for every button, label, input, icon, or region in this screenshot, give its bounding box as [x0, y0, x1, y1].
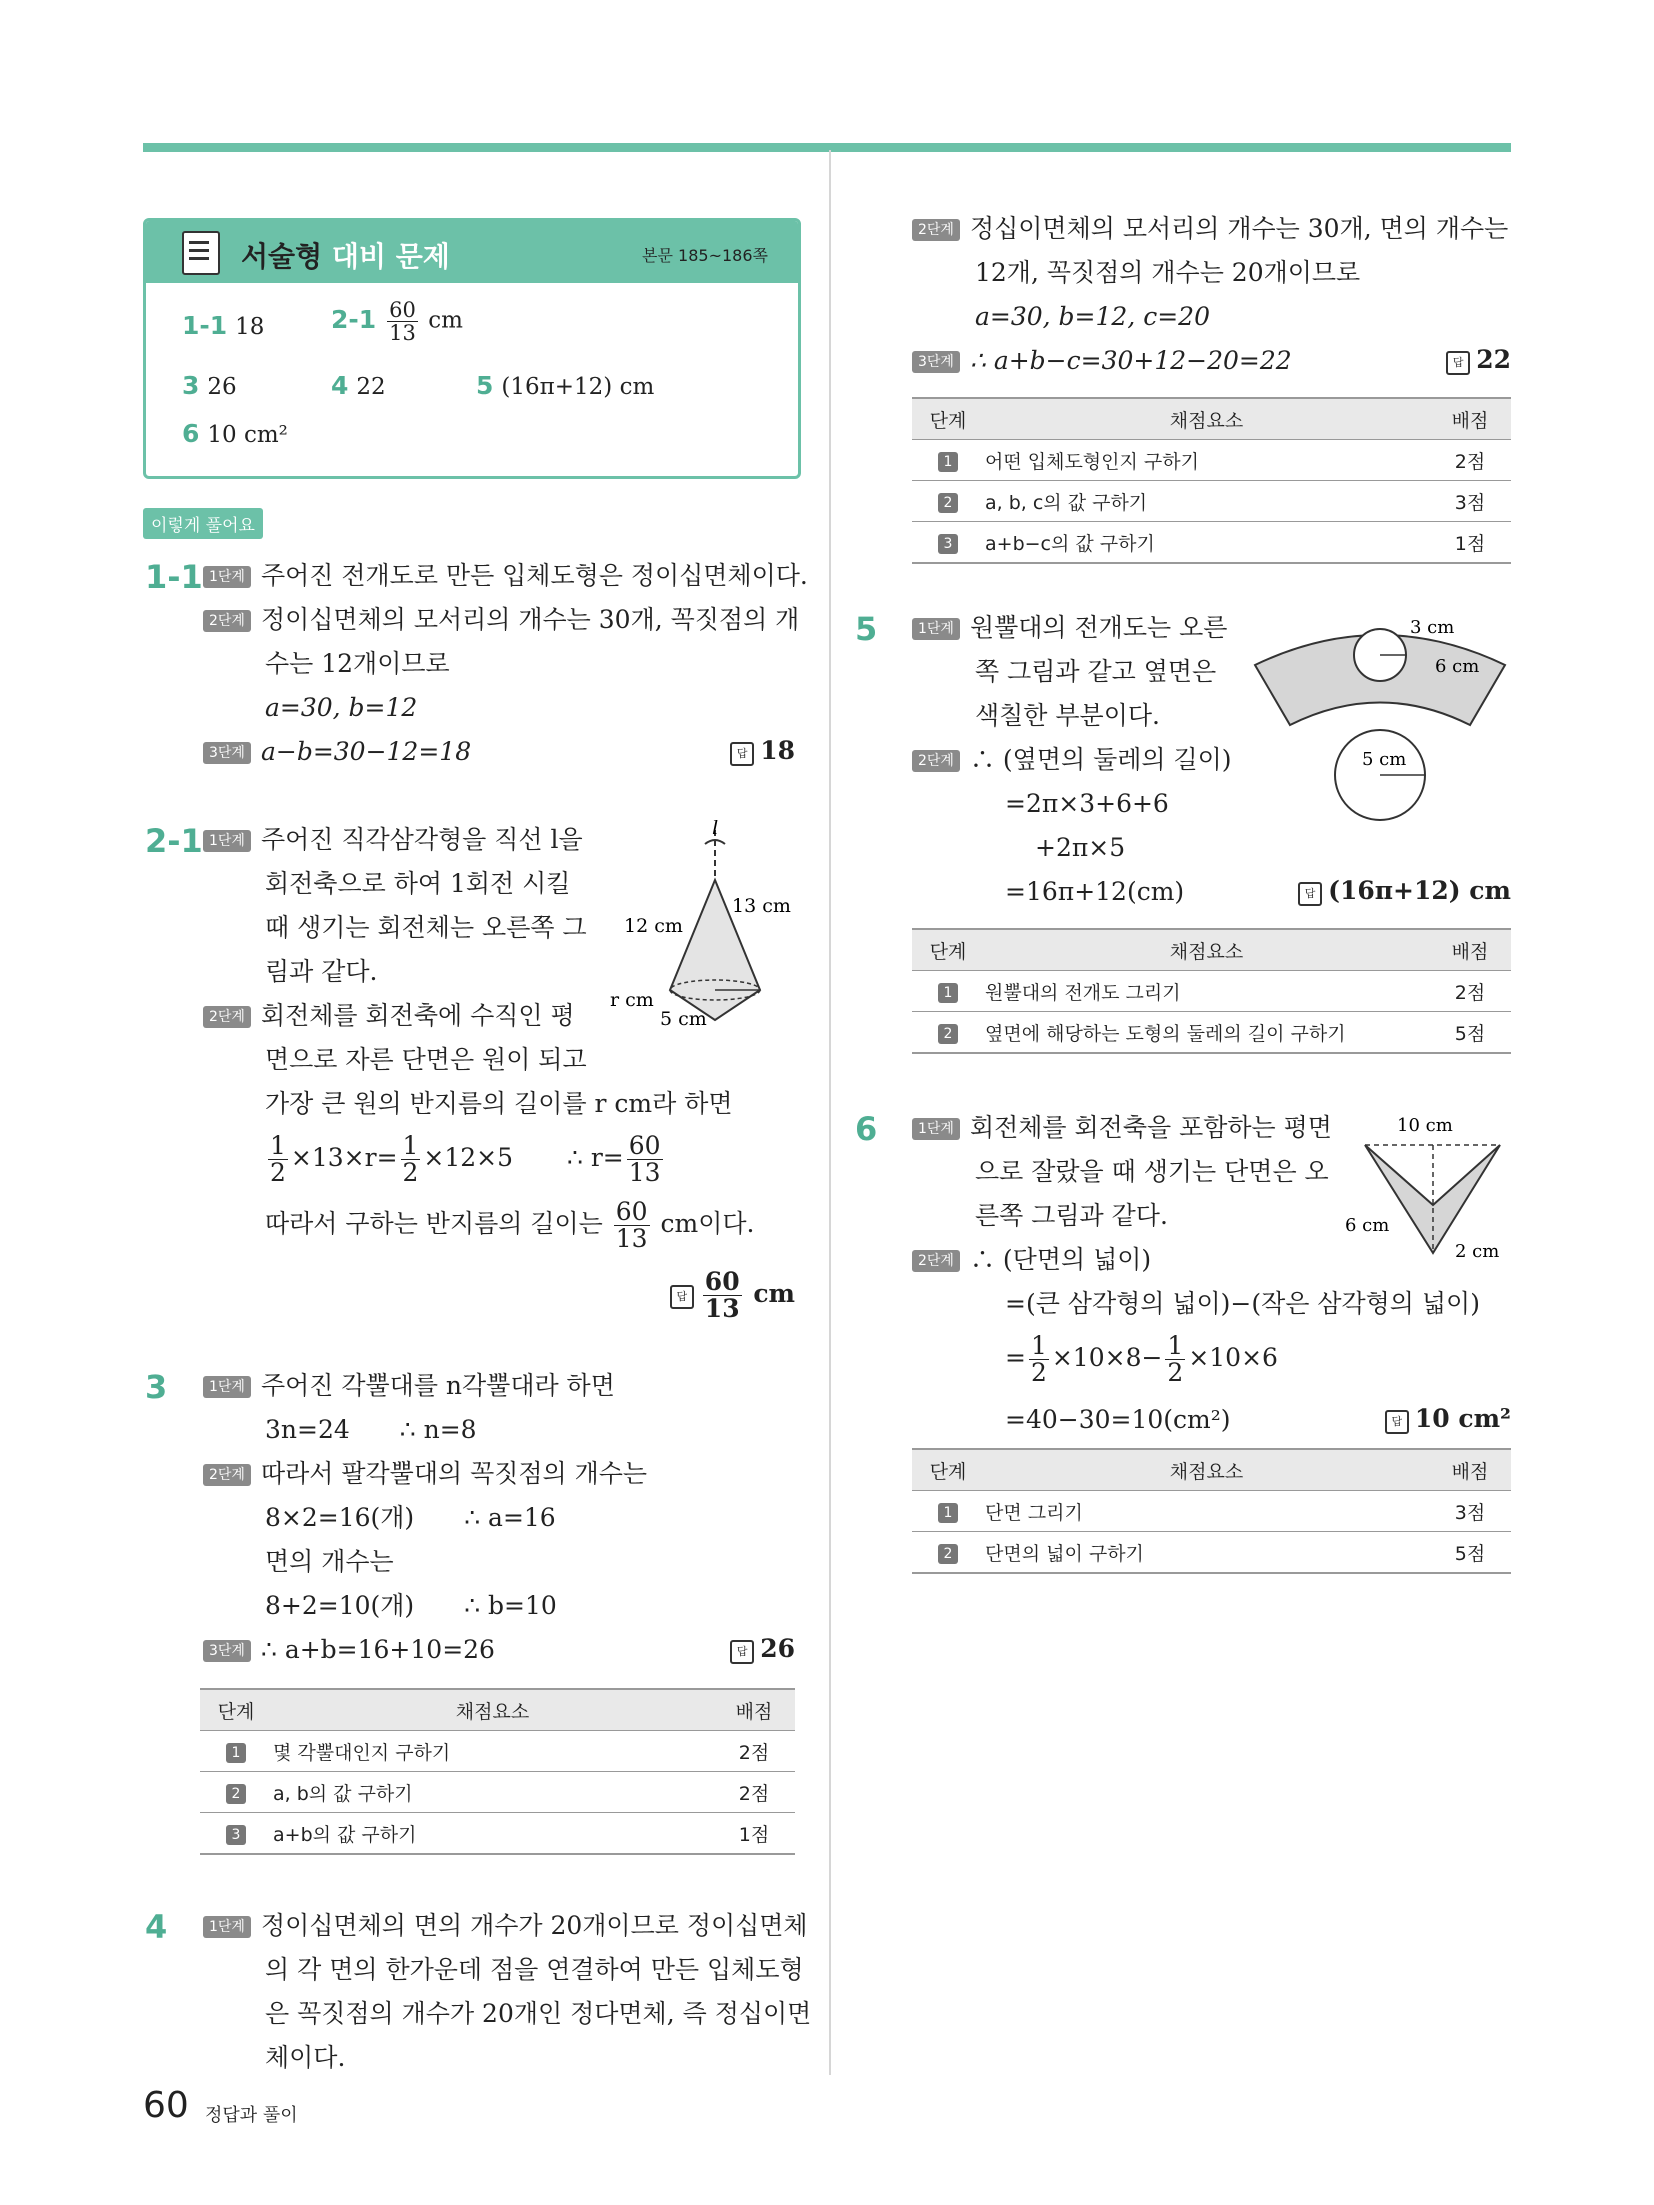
q5-line: =16π+12(cm) [1005, 877, 1185, 906]
q4-line: 1단계 정이십면체의 면의 개수가 20개이므로 정이십면체 [203, 1910, 808, 1942]
q1-answer: 답 18 [730, 736, 795, 766]
fig-label: 2 cm [1455, 1241, 1500, 1262]
q1-line: a=30, b=12 [265, 693, 418, 722]
q4-answer: 답 22 [1446, 345, 1511, 375]
q1-line: 3단계 a−b=30−12=18 [203, 736, 471, 768]
question-number: 4 [145, 1908, 168, 1946]
fig-label: l [712, 820, 719, 839]
summary-title: 서술형 대비 문제 [241, 240, 450, 273]
q2-line: 가장 큰 원의 반지름의 길이를 r cm라 하면 [265, 1089, 733, 1118]
q6-line: =40−30=10(cm²) [1005, 1405, 1231, 1434]
table-row: 3 a+b의 값 구하기 1점 [200, 1813, 795, 1855]
q3-scoring-table: 단계 채점요소 배점 1 몇 각뿔대인지 구하기 2점 2 a, b의 값 구하기 2점 3 a+b의 값 구하기 1점 [200, 1688, 795, 1855]
question-number: 5 [855, 610, 878, 648]
summary-item: 3 26 [182, 371, 237, 400]
table-row: 2 옆면에 해당하는 도형의 둘레의 길이 구하기 5점 [912, 1012, 1511, 1054]
table-row: 1 원뿔대의 전개도 그리기 2점 [912, 971, 1511, 1012]
fig-label: 5 cm [660, 1008, 707, 1030]
q2-equation: $\frac{1}{2}$ ×13×r= $\frac{1}{2}$ ×12×5 ∴ r= $\frac{60}{13}$ [270, 1130, 661, 1187]
q2-answer: 답 $\frac{60}{13}$ cm [670, 1268, 795, 1322]
q4-line: 은 꼭짓점의 개수가 20개인 정다면체, 즉 정십이면 [265, 1999, 812, 2028]
summary-item: 5 (16π+12) cm [476, 371, 655, 400]
q3-line: 3단계 ∴ a+b=16+10=26 [203, 1634, 495, 1666]
q6-scoring-table: 단계 채점요소 배점 1 단면 그리기 3점 2 단면의 넓이 구하기 5점 [912, 1448, 1511, 1574]
column-divider [829, 150, 831, 2075]
summary-item: 1-1 18 [182, 311, 265, 340]
q2-conclusion: 따라서 구하는 반지름의 길이는 $\frac{60}{13}$ cm이다. [265, 1196, 755, 1253]
q2-line: 회전축으로 하여 1회전 시킬 [265, 869, 571, 898]
q3-line: 8×2=16(개) ∴ a=16 [265, 1503, 556, 1532]
table-row: 3 a+b−c의 값 구하기 1점 [912, 522, 1511, 564]
q6-equation: = $\frac{1}{2}$ ×10×8− $\frac{1}{2}$ ×10×6 [1005, 1330, 1278, 1387]
question-number: 6 [855, 1110, 878, 1148]
question-number: 3 [145, 1368, 168, 1406]
solve-tag: 이렇게 풀어요 [143, 508, 263, 539]
q2-line: 면으로 자른 단면은 원이 되고 [265, 1045, 587, 1074]
cross-section-figure [1345, 1105, 1511, 1265]
q3-line: 면의 개수는 [265, 1547, 394, 1576]
table-row: 1 단면 그리기 3점 [912, 1491, 1511, 1532]
q4-scoring-table: 단계 채점요소 배점 1 어떤 입체도형인지 구하기 2점 2 a, b, c의 값 구하기 3점 3 a+b−c의 값 구하기 1점 [912, 397, 1511, 564]
q3-line: 3n=24 ∴ n=8 [265, 1415, 477, 1444]
q6-line: 2단계 ∴ (단면의 넓이) [912, 1244, 1151, 1276]
top-rule [143, 143, 1511, 152]
question-number: 2-1 [145, 822, 203, 860]
q6-line: 으로 잘랐을 때 생기는 단면은 오 [975, 1157, 1329, 1186]
fig-label: r cm [610, 989, 654, 1011]
fig-label: 12 cm [624, 915, 683, 937]
fig-label: 6 cm [1345, 1215, 1390, 1236]
q5-line: 2단계 ∴ (옆면의 둘레의 길이) [912, 744, 1232, 776]
frustum-net-figure [1250, 610, 1510, 835]
table-row: 2 a, b의 값 구하기 2점 [200, 1772, 795, 1813]
q3-line: 8+2=10(개) ∴ b=10 [265, 1591, 557, 1620]
question-number: 1-1 [145, 558, 203, 596]
q1-line: 1단계 주어진 전개도로 만든 입체도형은 정이십면체이다. [203, 560, 808, 592]
table-row: 1 어떤 입체도형인지 구하기 2점 [912, 440, 1511, 481]
q2-line: 림과 같다. [265, 957, 378, 986]
fig-label: 6 cm [1435, 656, 1480, 677]
table-row: 1 몇 각뿔대인지 구하기 2점 [200, 1731, 795, 1772]
summary-header [146, 221, 798, 283]
double-cone-figure [600, 820, 800, 1050]
summary-item: 2-1 $\frac{60}{13}$ cm [331, 298, 463, 346]
q6-answer: 답 10 cm² [1385, 1404, 1511, 1434]
q3-line: 1단계 주어진 각뿔대를 n각뿔대라 하면 [203, 1370, 615, 1402]
fig-label: 10 cm [1397, 1115, 1453, 1136]
page-reference: 본문 185~186쪽 [642, 246, 768, 265]
notebook-icon [182, 231, 220, 275]
q2-line: 2단계 회전체를 회전축에 수직인 평 [203, 1000, 575, 1032]
q6-line: 른쪽 그림과 같다. [975, 1201, 1168, 1230]
q1-line: 수는 12개이므로 [265, 649, 450, 678]
q6-line: 1단계 회전체를 회전축을 포함하는 평면 [912, 1112, 1332, 1144]
q5-line: +2π×5 [1035, 833, 1126, 862]
fig-label: 3 cm [1410, 617, 1455, 638]
q1-line: 2단계 정이십면체의 모서리의 개수는 30개, 꼭짓점의 개 [203, 604, 799, 636]
q3-line: 2단계 따라서 팔각뿔대의 꼭짓점의 개수는 [203, 1458, 647, 1490]
fig-label: 13 cm [732, 895, 791, 917]
q4-line: 의 각 면의 한가운데 점을 연결하여 만든 입체도형 [265, 1955, 804, 1984]
summary-item: 4 22 [331, 371, 386, 400]
answer-summary-box [143, 218, 801, 479]
summary-item: 6 10 cm² [182, 419, 288, 448]
q4-line: 2단계 정십이면체의 모서리의 개수는 30개, 면의 개수는 [912, 213, 1508, 245]
fig-label: 5 cm [1362, 749, 1407, 770]
q5-scoring-table: 단계 채점요소 배점 1 원뿔대의 전개도 그리기 2점 2 옆면에 해당하는 도형의 둘레의 길이 구하기 5점 [912, 928, 1511, 1054]
q6-line: =(큰 삼각형의 넓이)−(작은 삼각형의 넓이) [1005, 1289, 1480, 1318]
q4-line: 3단계 ∴ a+b−c=30+12−20=22 [912, 345, 1292, 377]
page-number: 60 [143, 2085, 189, 2126]
q3-answer: 답 26 [730, 1634, 795, 1664]
q2-line: 1단계 주어진 직각삼각형을 직선 l을 [203, 824, 583, 856]
table-row: 2 a, b, c의 값 구하기 3점 [912, 481, 1511, 522]
q5-line: 쪽 그림과 같고 옆면은 [975, 657, 1217, 686]
q2-line: 때 생기는 회전체는 오른쪽 그 [265, 913, 587, 942]
q4-line: a=30, b=12, c=20 [975, 302, 1210, 331]
q5-line: 색칠한 부분이다. [975, 701, 1160, 730]
q5-line: =2π×3+6+6 [1005, 789, 1169, 818]
q4-line: 체이다. [265, 2043, 346, 2072]
footer-label: 정답과 풀이 [205, 2105, 298, 2126]
q4-line: 12개, 꼭짓점의 개수는 20개이므로 [975, 258, 1361, 287]
q5-answer: 답 (16π+12) cm [1298, 876, 1511, 906]
table-row: 2 단면의 넓이 구하기 5점 [912, 1532, 1511, 1574]
q5-line: 1단계 원뿔대의 전개도는 오른 [912, 612, 1227, 644]
